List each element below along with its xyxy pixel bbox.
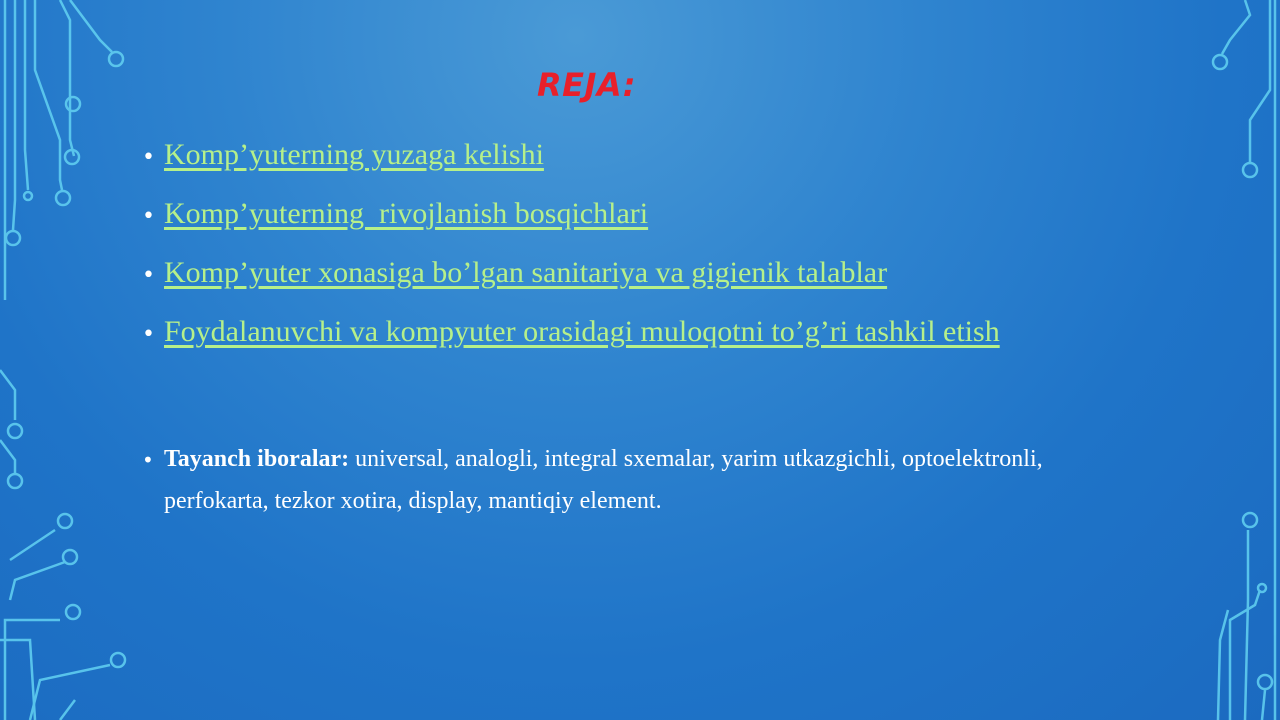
agenda-link-sanitary-requirements[interactable]: Komp’yuter xonasiga bo’lgan sanitariya va gigienik talablar <box>164 256 888 289</box>
bullet-icon: • <box>142 263 155 288</box>
circuit-decoration-left <box>0 0 140 720</box>
slide-title: REJA: <box>537 66 637 104</box>
agenda-item-2 <box>142 197 1000 256</box>
agenda-link-user-computer-interaction[interactable]: Foydalanuvchi va kompyuter orasidagi muloqotni to’g’ri tashkil etish <box>164 315 1000 348</box>
bullet-icon: • <box>142 448 154 472</box>
agenda-list <box>142 138 1000 374</box>
keywords-text: universal, analogli, integral sxemalar, yarim utkazgichli, optoelektronli, perfokarta, tezkor xotira, display, mantiqiy element. <box>164 446 1043 514</box>
agenda-item-4 <box>142 315 1000 374</box>
keywords-label: Tayanch iboralar: <box>164 446 350 472</box>
bullet-icon: • <box>142 322 155 347</box>
circuit-decoration-right <box>1200 0 1280 720</box>
bullet-icon: • <box>142 204 155 229</box>
keywords-paragraph <box>164 438 1152 522</box>
bullet-icon: • <box>142 145 155 170</box>
keywords-block <box>142 438 1152 522</box>
agenda-link-development-stages[interactable]: Komp’yuterning rivojlanish bosqichlari <box>164 197 649 230</box>
agenda-item-3 <box>142 256 1000 315</box>
agenda-link-origin[interactable]: Komp’yuterning yuzaga kelishi <box>164 138 544 171</box>
agenda-item-1 <box>142 138 1000 197</box>
